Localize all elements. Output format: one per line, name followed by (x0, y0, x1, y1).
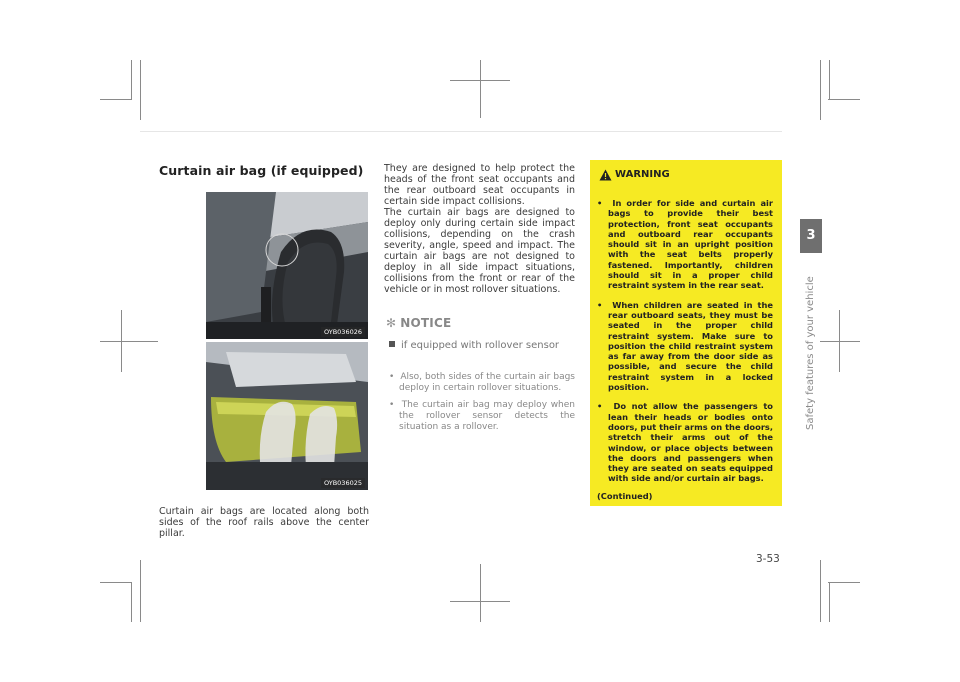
warning-box (590, 160, 782, 506)
crop-mark (820, 560, 821, 622)
list-item: • When children are seated in the rear outboard seats, they must be seated in the proper child restraint system. Make sure to position the child restraint system as far away from the door side as possible, and secure the child restraint system in a locked position. (597, 299, 773, 393)
crop-mark (140, 560, 141, 622)
list-item: • The curtain air bag may deploy when the rollover sensor detects the situation as a rollover. (389, 400, 576, 432)
page-number: 3-53 (756, 553, 780, 565)
crop-mark (480, 564, 481, 622)
warning-list (597, 198, 773, 493)
notice-item-heading (389, 340, 575, 352)
crop-mark (828, 582, 860, 583)
square-bullet-icon (389, 341, 395, 347)
curtain-airbag-location-text: Curtain air bags are located along both sides of the roof rails above the center pillar. (159, 506, 369, 539)
paragraph: They are designed to help protect the heads of the front seat occupants and the rear outboard seat occupants in certain side impact collisions. (384, 163, 575, 207)
image-label: OYB036026 (321, 327, 365, 337)
crop-mark (829, 60, 830, 100)
crop-mark (100, 341, 158, 342)
warning-title: WARNING (615, 169, 670, 180)
notice-heading (386, 316, 451, 330)
crop-mark (100, 99, 132, 100)
crop-mark (820, 60, 821, 120)
chapter-title-text: Safety features of your vehicle (805, 276, 816, 430)
crop-mark (140, 60, 141, 120)
notice-title: NOTICE (400, 316, 452, 330)
interior-photo-seat (206, 192, 368, 339)
crop-mark (450, 80, 510, 81)
crop-mark (100, 582, 132, 583)
list-item: • Do not allow the passengers to lean their heads or bodies onto doors, put their arms on the doors, stretch their arms out of the window, or place objects between the doors and passengers when they are seated on seats equipped with side and/or curtain air bags. (597, 401, 774, 484)
crop-mark (131, 582, 132, 622)
crop-mark (450, 601, 510, 602)
seat-illustration (206, 192, 368, 339)
list-item: • In order for side and curtain air bags to provide their best protection, front seat occupants and outboard rear occupants should sit in an upright position with the seat belts properly fastened. Importantly, children should sit in a proper child restraint system in the rear seat. (597, 198, 773, 291)
section-title: Curtain air bag (if equipped) (159, 163, 364, 178)
chapter-title (803, 260, 819, 430)
warning-triangle-icon (599, 169, 612, 181)
continued-label: (Continued) (597, 491, 653, 501)
crop-mark (480, 60, 481, 118)
star-icon: ✻ (386, 316, 397, 330)
chapter-tab: 3 (800, 219, 822, 253)
interior-photo-airbag (206, 342, 368, 490)
notice-item-text: if equipped with rollover sensor (401, 340, 560, 351)
crop-mark (829, 582, 830, 622)
header-rule (140, 131, 782, 132)
list-item: • Also, both sides of the curtain air bags deploy in certain rollover situations. (389, 372, 575, 393)
notice-bullet-list (389, 372, 575, 439)
curtain-airbag-illustration (206, 342, 368, 490)
paragraph: The curtain air bags are designed to deploy only during certain side impact collisions, depending on the crash severity, angle, speed and impact. The curtain air bags are not designed to deploy in all side impact situations, collisions from the front or rear of the vehicle or in most rollover situations. (384, 207, 575, 295)
crop-mark (828, 99, 860, 100)
curtain-airbag-description (384, 163, 575, 295)
crop-mark (820, 341, 860, 342)
crop-mark (839, 310, 840, 372)
crop-mark (131, 60, 132, 100)
image-label: OYB036025 (321, 478, 365, 488)
crop-mark (121, 310, 122, 372)
